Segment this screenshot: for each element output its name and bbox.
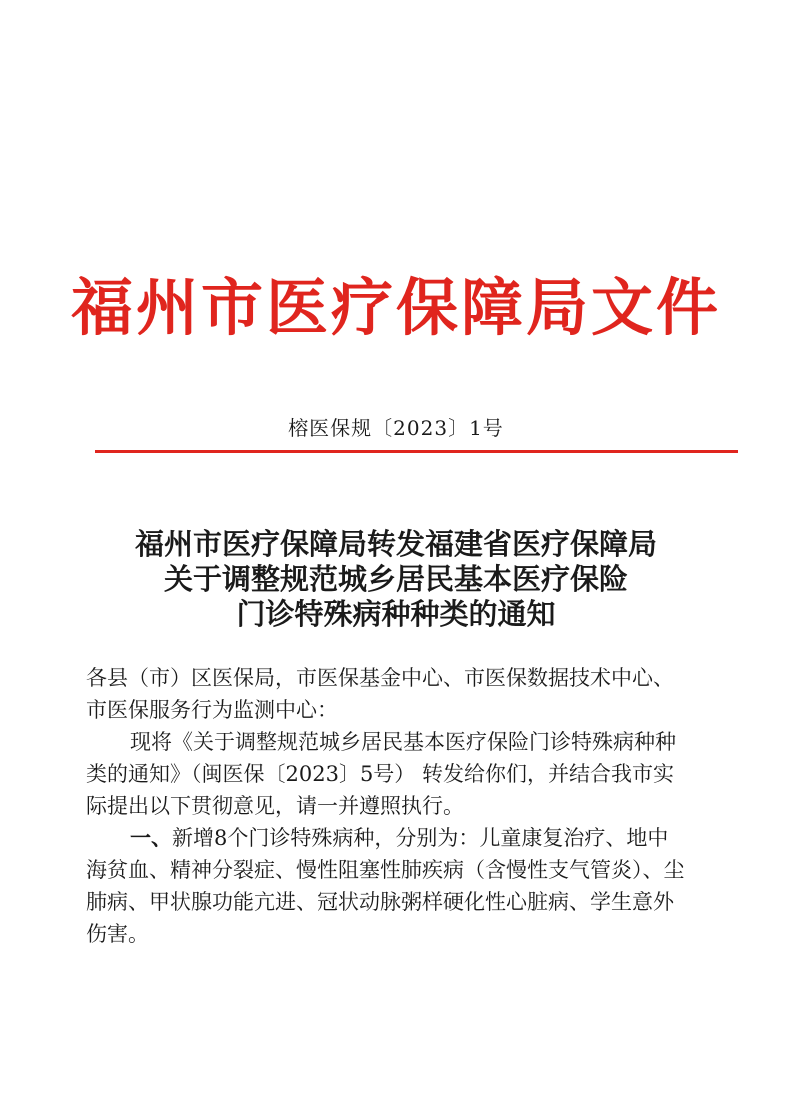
notice-title (0, 527, 792, 632)
section-1-line: 伤害。 (86, 922, 149, 946)
section-1-heading: 一、 (130, 825, 172, 850)
notice-title-line: 福州市医疗保障局转发福建省医疗保障局 (134, 527, 657, 561)
notice-title-line: 关于调整规范城乡居民基本医疗保险 (163, 562, 628, 596)
document-number: 榕医保规〔2023〕1号 (288, 416, 504, 440)
section-1-text: 新增8个门诊特殊病种，分别为：儿童康复治疗、地中 (172, 826, 669, 850)
document-header-title: 福州市医疗保障局文件 (70, 271, 721, 344)
intro-line: 类的通知》（闽医保〔2023〕5号） 转发给你们，并结合我市实 (86, 762, 674, 786)
header-red-rule (95, 450, 738, 453)
notice-body (86, 662, 712, 950)
section-1-first-line (86, 822, 712, 854)
intro-line: 际提出以下贯彻意见，请一并遵照执行。 (86, 794, 464, 818)
section-1-line: 肺病、甲状腺功能亢进、冠状动脉粥样硬化性心脏病、学生意外 (86, 890, 674, 914)
notice-title-line: 门诊特殊病种种类的通知 (236, 597, 556, 631)
addressee-line: 市医保服务行为监测中心： (86, 698, 338, 722)
section-1-line: 海贫血、精神分裂症、慢性阻塞性肺疾病（含慢性支气管炎）、尘 (86, 858, 685, 882)
addressee-line: 各县（市）区医保局，市医保基金中心、市医保数据技术中心、 (86, 666, 674, 690)
intro-line: 现将《关于调整规范城乡居民基本医疗保险门诊特殊病种种 (130, 730, 676, 754)
